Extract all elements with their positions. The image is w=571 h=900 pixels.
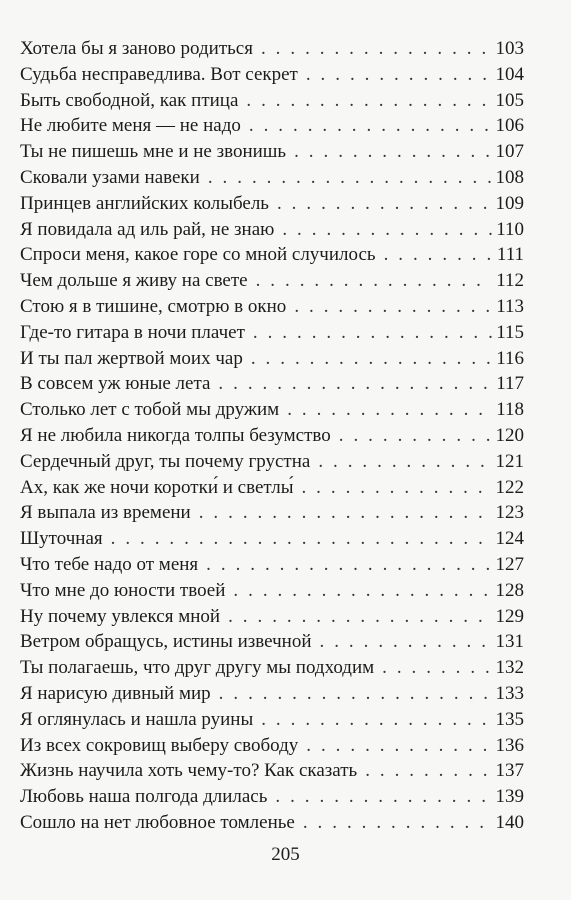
toc-entry — [20, 629, 524, 655]
toc-entry-title: И ты пал жертвой моих чар — [20, 347, 243, 369]
toc-entry-page: 106 — [495, 115, 524, 137]
toc-entry-page: 121 — [495, 450, 524, 472]
dot-leader — [253, 320, 492, 346]
dot-leader — [233, 578, 491, 604]
toc-entry-title: Сковали узами навеки — [20, 166, 200, 188]
toc-entry-title: Быть свободной, как птица — [20, 89, 239, 111]
page-number: 205 — [271, 844, 300, 865]
toc-entry — [20, 810, 524, 836]
toc-entry-title: Ах, как же ночи коротки́ и светлы́ — [20, 476, 294, 498]
dot-leader — [294, 139, 491, 165]
toc-entry-page: 140 — [495, 811, 524, 833]
dot-leader — [301, 475, 491, 501]
toc-entry-title: Хотела бы я заново родиться — [20, 38, 253, 59]
toc-entry-title: Жизнь научила хоть чему-то? Как сказать — [20, 760, 358, 782]
toc-entry — [20, 707, 524, 733]
dot-leader — [256, 268, 492, 294]
toc-entry-page: 110 — [496, 218, 524, 240]
toc-entry — [20, 88, 524, 114]
dot-leader — [199, 500, 492, 526]
toc-entry-page: 120 — [495, 424, 524, 446]
toc-entry-title: Принцев английских колыбель — [20, 192, 269, 214]
toc-entry — [20, 191, 524, 217]
toc-entry-title: Я нарисую дивный мир — [20, 682, 211, 704]
dot-leader — [219, 681, 492, 707]
toc-entry-title: Я повидала ад иль рай, не знаю — [20, 218, 275, 240]
toc-entry-title: Судьба несправедлива. Вот секрет — [20, 63, 298, 85]
dot-leader — [303, 810, 492, 836]
dot-leader — [251, 346, 492, 372]
toc-entry-page: 112 — [496, 270, 524, 292]
toc-entry-page: 111 — [496, 244, 524, 266]
dot-leader — [218, 371, 492, 397]
toc-entry-title: Ну почему увлекся мной — [20, 605, 221, 627]
toc-entry-page: 136 — [495, 734, 524, 756]
toc-entry — [20, 552, 524, 578]
table-of-contents — [20, 36, 524, 836]
toc-entry-title: Что тебе надо от меня — [20, 553, 199, 575]
toc-entry-title: Где-то гитара в ночи плачет — [20, 321, 245, 343]
toc-entry-title: Из всех сокровищ выберу свободу — [20, 734, 299, 756]
toc-entry-page: 122 — [495, 476, 524, 498]
toc-entry — [20, 371, 524, 397]
toc-entry-page: 133 — [495, 682, 524, 704]
toc-entry — [20, 217, 524, 243]
toc-entry — [20, 733, 524, 759]
toc-entry — [20, 475, 524, 501]
dot-leader — [206, 552, 491, 578]
toc-entry — [20, 397, 524, 423]
toc-entry — [20, 165, 524, 191]
toc-entry-page: 139 — [495, 786, 524, 808]
toc-entry-title: Не любите меня — не надо — [20, 115, 241, 137]
dot-leader — [249, 113, 492, 139]
toc-entry-page: 131 — [495, 631, 524, 653]
dot-leader — [382, 655, 491, 681]
dot-leader — [111, 526, 492, 552]
toc-entry — [20, 449, 524, 475]
dot-leader — [261, 36, 492, 62]
toc-entry-page: 123 — [495, 502, 524, 524]
toc-entry-title: Я не любила никогда толпы безумство — [20, 424, 331, 446]
toc-entry-title: Столько лет с тобой мы дружим — [20, 399, 280, 421]
toc-entry-title: Спроси меня, какое горе со мной случилось — [20, 244, 376, 266]
dot-leader — [261, 707, 491, 733]
dot-leader — [306, 62, 492, 88]
toc-entry-title: Любовь наша полгода длилась — [20, 786, 268, 808]
toc-entry-page: 135 — [495, 708, 524, 730]
toc-entry-page: 128 — [495, 579, 524, 601]
toc-entry — [20, 346, 524, 372]
toc-entry-title: Шуточная — [20, 528, 103, 550]
toc-entry-title: Ты полагаешь, что друг другу мы подходим — [20, 657, 375, 679]
toc-entry-page: 116 — [496, 347, 524, 369]
toc-entry-page: 105 — [495, 89, 524, 111]
toc-entry-title: Я выпала из времени — [20, 502, 191, 524]
toc-entry-title: В совсем уж юные лета — [20, 373, 211, 395]
dot-leader — [246, 88, 491, 114]
toc-entry-page: 109 — [495, 192, 524, 214]
toc-entry — [20, 526, 524, 552]
dot-leader — [275, 784, 491, 810]
toc-entry-title: Сошло на нет любовное томленье — [20, 811, 295, 833]
dot-leader — [318, 449, 491, 475]
toc-entry-title: Чем дольше я живу на свете — [20, 270, 248, 292]
dot-leader — [306, 733, 491, 759]
toc-entry-page: 107 — [495, 141, 524, 163]
toc-entry-page: 104 — [495, 63, 524, 85]
toc-entry — [20, 655, 524, 681]
dot-leader — [277, 191, 492, 217]
toc-entry-page: 137 — [495, 760, 524, 782]
toc-entry — [20, 758, 524, 784]
toc-entry-title: Сердечный друг, ты почему грустна — [20, 450, 311, 472]
toc-entry — [20, 294, 524, 320]
toc-entry — [20, 113, 524, 139]
dot-leader — [365, 758, 491, 784]
toc-entry-page: 117 — [496, 373, 524, 395]
toc-entry-page: 132 — [495, 657, 524, 679]
dot-leader — [294, 294, 492, 320]
dot-leader — [208, 165, 492, 191]
dot-leader — [339, 423, 492, 449]
toc-entry — [20, 578, 524, 604]
dot-leader — [282, 217, 492, 243]
toc-entry-page: 108 — [495, 166, 524, 188]
toc-entry — [20, 423, 524, 449]
toc-entry-title: Я оглянулась и нашла руины — [20, 708, 254, 730]
dot-leader — [320, 629, 492, 655]
toc-entry — [20, 242, 524, 268]
dot-leader — [287, 397, 492, 423]
toc-entry — [20, 681, 524, 707]
toc-entry — [20, 62, 524, 88]
toc-entry — [20, 500, 524, 526]
toc-entry — [20, 320, 524, 346]
toc-entry — [20, 36, 524, 62]
toc-entry-title: Что мне до юности твоей — [20, 579, 226, 601]
toc-entry-page: 127 — [495, 553, 524, 575]
dot-leader — [384, 242, 492, 268]
toc-entry — [20, 604, 524, 630]
toc-entry — [20, 139, 524, 165]
dot-leader — [228, 604, 491, 630]
toc-entry-page: 113 — [496, 295, 524, 317]
toc-entry-page: 103 — [495, 38, 524, 59]
toc-entry-title: Ты не пишешь мне и не звонишь — [20, 141, 287, 163]
toc-entry — [20, 784, 524, 810]
toc-entry — [20, 268, 524, 294]
toc-entry-page: 124 — [495, 528, 524, 550]
toc-entry-title: Ветром обращусь, истины извечной — [20, 631, 312, 653]
toc-entry-page: 115 — [496, 321, 524, 343]
toc-entry-page: 118 — [496, 399, 524, 421]
toc-entry-title: Стою я в тишине, смотрю в окно — [20, 295, 287, 317]
toc-entry-page: 129 — [495, 605, 524, 627]
